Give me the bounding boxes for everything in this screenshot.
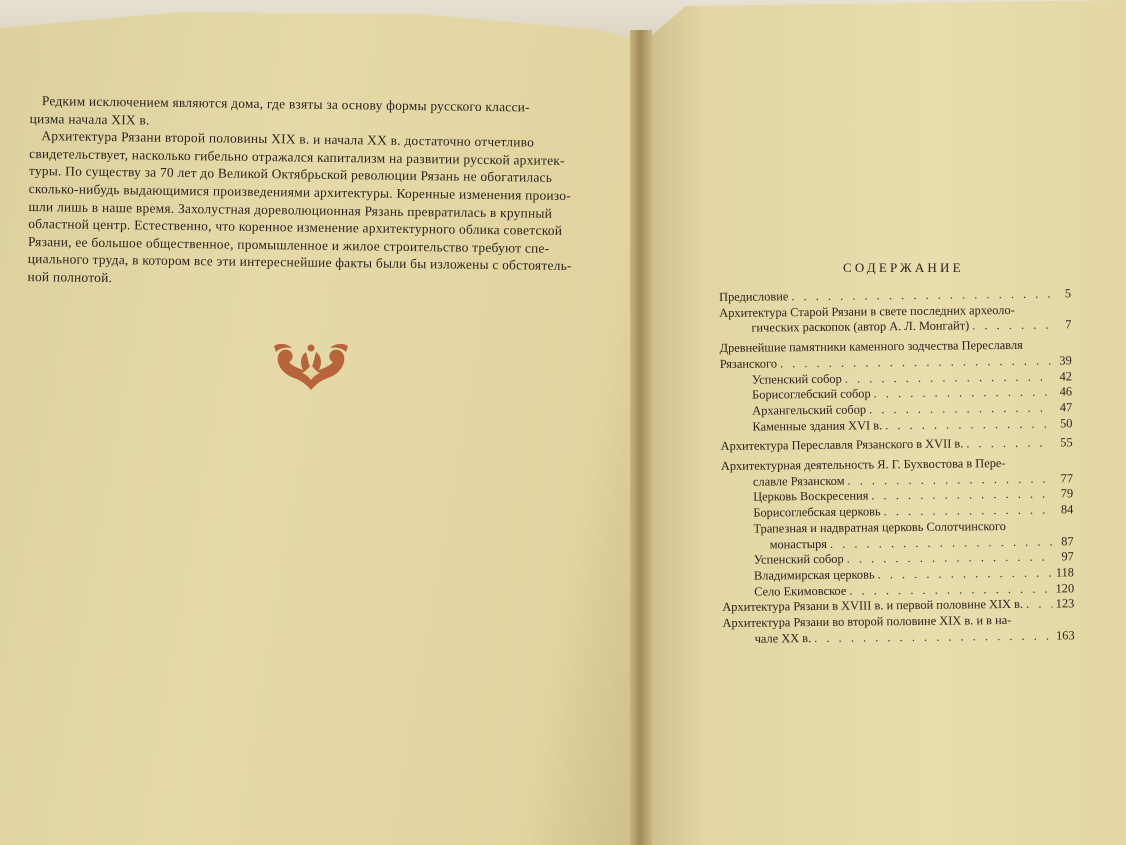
toc-entry-title: Успенский собор bbox=[751, 371, 842, 387]
body-line: циального труда, в котором все эти интереснейшие факты были бы изложены с обстоятель- bbox=[27, 251, 572, 274]
toc-page-number: 7 bbox=[1065, 317, 1072, 332]
book-gutter bbox=[630, 30, 652, 845]
toc-entry-title: чале XX в. bbox=[754, 630, 812, 646]
toc-entry-title-line1: Древнейшие памятники каменного зодчества Переславля bbox=[719, 337, 1023, 356]
leader-dots bbox=[869, 400, 1051, 418]
leader-dots bbox=[1026, 597, 1053, 613]
leader-dots bbox=[814, 628, 1053, 646]
toc-entry-title-line1: Трапезная и надвратная церковь Солотчинского bbox=[753, 518, 1007, 536]
toc-entry-title: Владимирская церковь bbox=[753, 567, 875, 583]
table-of-contents bbox=[719, 286, 1075, 647]
leader-dots bbox=[972, 318, 1050, 335]
toc-page-number: 97 bbox=[1061, 549, 1074, 564]
toc-entry-title-line1: Архитектура Старой Рязани в свете последних археоло- bbox=[719, 302, 1015, 320]
toc-entry bbox=[721, 455, 1073, 490]
toc-entry-title: Успенский собор bbox=[753, 551, 844, 567]
toc-entry bbox=[720, 337, 1072, 372]
body-line: ной полнотой. bbox=[27, 268, 113, 286]
toc-entry-title: Архангельский собор bbox=[752, 402, 867, 418]
toc-entry bbox=[721, 436, 1073, 455]
toc-page-number: 50 bbox=[1059, 415, 1073, 431]
toc-page-number: 55 bbox=[1060, 435, 1073, 450]
decorative-ornament bbox=[270, 340, 352, 392]
toc-page-number: 123 bbox=[1055, 596, 1075, 611]
toc-page-number: 118 bbox=[1055, 565, 1075, 580]
toc-entry-title: Рязанского bbox=[719, 356, 778, 371]
toc-entry-title: Архитектура Переславля Рязанского в XVII в. bbox=[720, 436, 964, 454]
toc-entry-title: Архитектура Рязани в XVIII в. и первой половине XIX в. bbox=[722, 597, 1024, 615]
leader-dots bbox=[885, 416, 1051, 433]
toc-entry bbox=[720, 416, 1072, 435]
toc-entry-title: Церковь Воскресения bbox=[753, 488, 869, 505]
toc-entry-title: славле Рязанском bbox=[752, 473, 845, 489]
leader-dots bbox=[871, 487, 1052, 505]
toc-entry-title: монастыря bbox=[769, 536, 828, 552]
toc-page-number: 87 bbox=[1061, 533, 1074, 548]
toc-entry-title: гических раскопок (автор А. Л. Монгайт) bbox=[751, 318, 970, 336]
toc-title: СОДЕРЖАНИЕ bbox=[843, 260, 964, 275]
leader-dots bbox=[966, 436, 1051, 453]
toc-page-number: 39 bbox=[1059, 353, 1072, 368]
toc-page-number: 46 bbox=[1059, 384, 1073, 399]
toc-page-number: 84 bbox=[1060, 502, 1074, 517]
body-line: шли лишь в наше время. Захолустная дореволюционная Рязань превратилась в крупный bbox=[28, 198, 553, 221]
body-line: областной центр. Естественно, что коренное изменение архитектурного облика советской bbox=[28, 216, 563, 239]
toc-entry bbox=[722, 612, 1074, 647]
toc-page-number: 163 bbox=[1055, 628, 1075, 643]
toc-page-number: 120 bbox=[1055, 580, 1075, 596]
left-page-body-text bbox=[27, 92, 594, 293]
body-line: Редким исключением являются дома, где взяты за основу формы русского класси- bbox=[41, 93, 530, 115]
toc-page-number: 79 bbox=[1060, 486, 1074, 501]
toc-entry bbox=[721, 518, 1073, 553]
toc-entry-title-line1: Архитектурная деятельность Я. Г. Бухвостова в Пере- bbox=[720, 456, 1006, 474]
body-line: цизма начала XIX в. bbox=[29, 110, 150, 128]
body-line: сколько-нибудь выдающимися произведениями архитектуры. Коренные изменения произо- bbox=[28, 180, 572, 204]
toc-entry-title: Предисловие bbox=[719, 289, 789, 304]
body-line: туры. По существу за 70 лет до Великой Октябрьской революции Рязань не обогатилась bbox=[28, 163, 553, 186]
toc-entry-title: Село Екимовское bbox=[754, 583, 847, 599]
leader-dots bbox=[878, 565, 1053, 583]
toc-entry-title-line1: Архитектура Рязани во второй половине XIX в. и в на- bbox=[722, 613, 1012, 631]
toc-page-number: 47 bbox=[1059, 400, 1073, 415]
toc-page-number: 77 bbox=[1060, 471, 1074, 486]
leader-dots bbox=[874, 385, 1052, 403]
body-line: Рязани, ее большое общественное, промышленное и жилое строительство требуют спе- bbox=[27, 233, 550, 256]
body-line: свидетельствует, насколько гибельно отражался капитализм на развитии русской архитек- bbox=[29, 145, 565, 168]
toc-entry bbox=[719, 302, 1071, 337]
toc-page-number: 42 bbox=[1059, 368, 1072, 383]
toc-page-number: 5 bbox=[1064, 286, 1072, 301]
body-line: Архитектура Рязани второй половины XIX в. и начала XX в. достаточно отчетливо bbox=[41, 128, 535, 150]
toc-entry-title: Борисоглебская церковь bbox=[753, 504, 881, 520]
toc-entry-title: Борисоглебский собор bbox=[752, 386, 871, 402]
leader-dots bbox=[884, 503, 1053, 520]
toc-entry-title: Каменные здания XVI в. bbox=[752, 417, 883, 434]
